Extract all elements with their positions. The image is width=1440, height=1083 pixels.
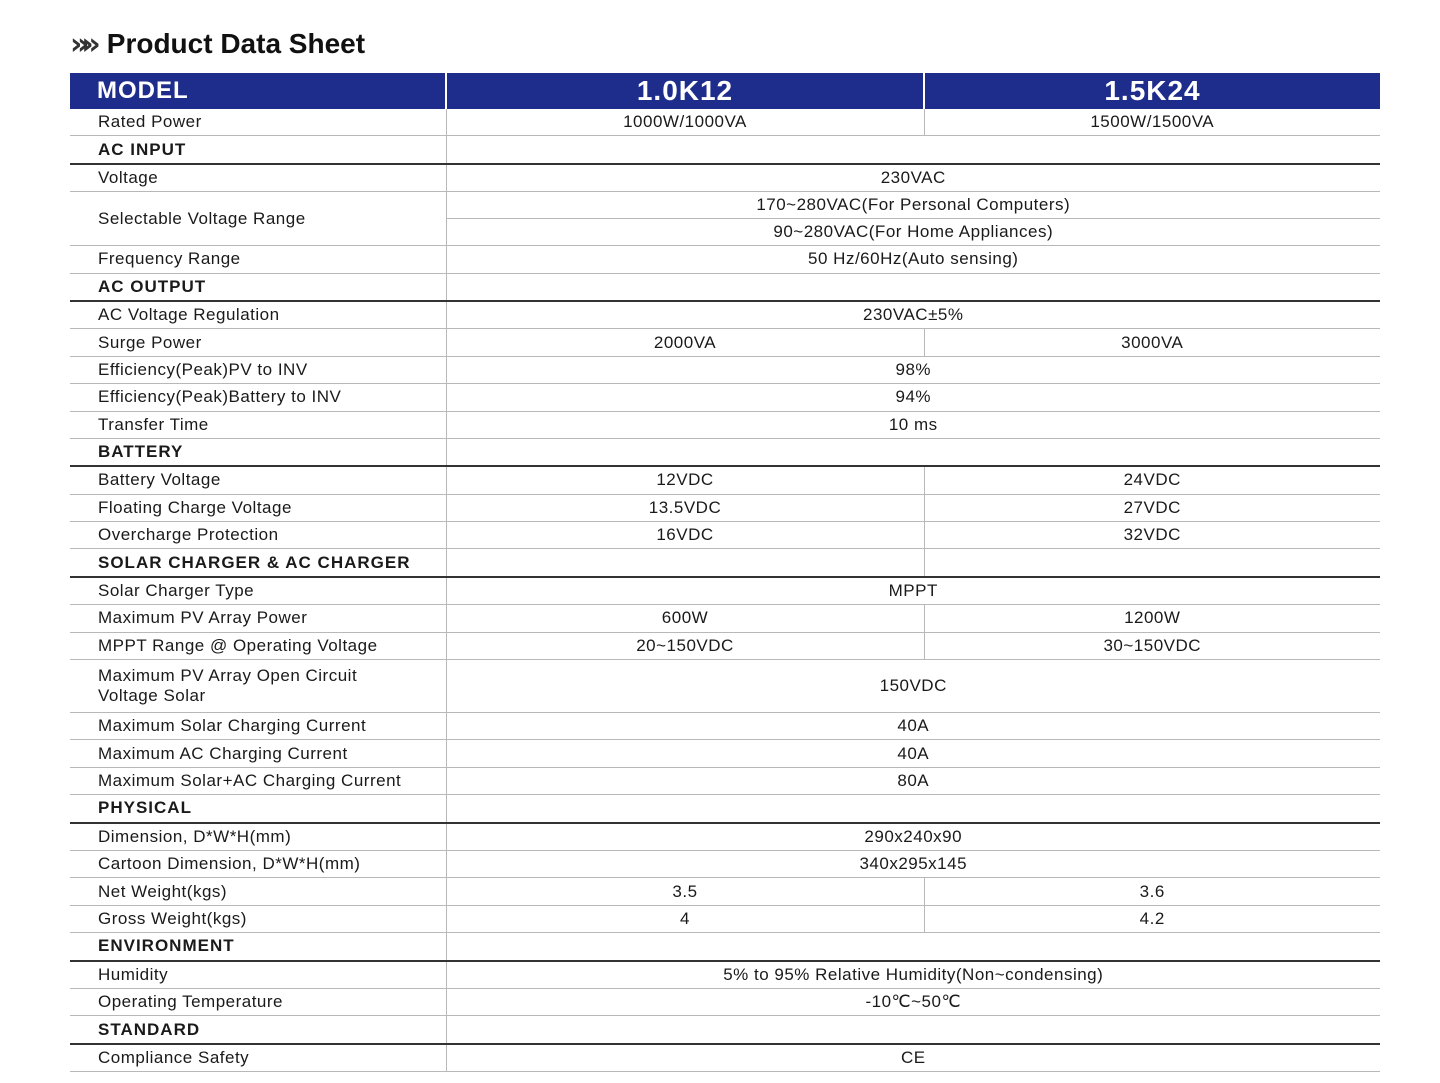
cell-value: 16VDC [446,522,924,549]
table-header-row [70,73,1380,109]
row-label: Transfer Time [70,411,446,438]
row-label: Gross Weight(kgs) [70,905,446,932]
table-row [70,878,1380,905]
cell-value: 40A [446,713,1380,740]
table-row [70,466,1380,494]
table-row [70,605,1380,632]
table-row [70,660,1380,713]
cell-value: 3000VA [924,329,1380,356]
table-row [70,740,1380,767]
cell-value: 3.6 [924,878,1380,905]
table-row [70,713,1380,740]
section-header [70,273,1380,301]
cell-value: 150VDC [446,660,1380,713]
section-title: AC INPUT [70,136,446,164]
cell-value: 94% [446,384,1380,411]
cell-value: 3.5 [446,878,924,905]
section-title: AC OUTPUT [70,273,446,301]
cell-value: 90~280VAC(For Home Appliances) [446,219,1380,246]
cell-value: 27VDC [924,494,1380,521]
table-row [70,329,1380,356]
row-label: Humidity [70,961,446,989]
cell-value: 12VDC [446,466,924,494]
table-row [70,301,1380,329]
row-label: Efficiency(Peak)Battery to INV [70,384,446,411]
row-label: Selectable Voltage Range [70,192,446,246]
model-2: 1.5K24 [924,73,1380,109]
cell-value: 13.5VDC [446,494,924,521]
section-header [70,1016,1380,1044]
table-row [70,522,1380,549]
row-label: AC Voltage Regulation [70,301,446,329]
cell-value: 10 ms [446,411,1380,438]
row-label: Rated Power [70,109,446,136]
cell-value: 80A [446,767,1380,794]
section-title: BATTERY [70,438,446,466]
row-label: Overcharge Protection [70,522,446,549]
row-label-line: Maximum PV Array Open Circuit [98,666,358,686]
section-header [70,549,1380,577]
row-label: Maximum Solar Charging Current [70,713,446,740]
section-title: PHYSICAL [70,795,446,823]
table-row [70,577,1380,605]
row-label: Maximum Solar+AC Charging Current [70,767,446,794]
table-row [70,1044,1380,1072]
row-label: Floating Charge Voltage [70,494,446,521]
model-1: 1.0K12 [446,73,924,109]
cell-value: 32VDC [924,522,1380,549]
row-label [70,660,446,713]
section-title: SOLAR CHARGER & AC CHARGER [70,549,446,577]
page-title [70,24,365,64]
cell-value: 4 [446,905,924,932]
cell-value: 5% to 95% Relative Humidity(Non~condensing) [446,961,1380,989]
table-row [70,356,1380,383]
table-row [70,109,1380,136]
row-label: Solar Charger Type [70,577,446,605]
table-row [70,164,1380,192]
cell-value: 40A [446,740,1380,767]
table-row [70,961,1380,989]
cell-value: 1000W/1000VA [446,109,924,136]
cell-value: 290x240x90 [446,823,1380,851]
cell-value: 600W [446,605,924,632]
table-row [70,988,1380,1015]
cell-value: 230VAC [446,164,1380,192]
row-label: Voltage [70,164,446,192]
cell-value: CE [446,1044,1380,1072]
table-row [70,850,1380,877]
section-title: ENVIRONMENT [70,933,446,961]
product-data-table [70,73,1380,1072]
cell-value: 24VDC [924,466,1380,494]
cell-value: 50 Hz/60Hz(Auto sensing) [446,246,1380,273]
table-row [70,192,1380,219]
cell-value: 1200W [924,605,1380,632]
row-label: Operating Temperature [70,988,446,1015]
model-label: MODEL [70,73,446,109]
double-chevron-right-icon: »» [70,26,93,62]
row-label: Surge Power [70,329,446,356]
section-header [70,933,1380,961]
cell-value: 230VAC±5% [446,301,1380,329]
cell-value: 340x295x145 [446,850,1380,877]
cell-value: 4.2 [924,905,1380,932]
table-row [70,632,1380,659]
cell-value: 98% [446,356,1380,383]
row-label-line: Voltage Solar [98,686,206,706]
row-label: Dimension, D*W*H(mm) [70,823,446,851]
cell-value: 20~150VDC [446,632,924,659]
row-label: Maximum AC Charging Current [70,740,446,767]
cell-value: 30~150VDC [924,632,1380,659]
cell-value: 170~280VAC(For Personal Computers) [446,192,1380,219]
table-row [70,767,1380,794]
table-row [70,494,1380,521]
row-label: Maximum PV Array Power [70,605,446,632]
table-row [70,246,1380,273]
row-label: Net Weight(kgs) [70,878,446,905]
row-label: Battery Voltage [70,466,446,494]
table-row [70,384,1380,411]
table-row [70,411,1380,438]
cell-value: MPPT [446,577,1380,605]
section-header [70,795,1380,823]
cell-value: 2000VA [446,329,924,356]
row-label: Compliance Safety [70,1044,446,1072]
row-label: MPPT Range @ Operating Voltage [70,632,446,659]
cell-value: 1500W/1500VA [924,109,1380,136]
cell-value: -10℃~50℃ [446,988,1380,1015]
section-title: STANDARD [70,1016,446,1044]
row-label: Efficiency(Peak)PV to INV [70,356,446,383]
table-row [70,905,1380,932]
table-row [70,823,1380,851]
row-label: Frequency Range [70,246,446,273]
section-header [70,438,1380,466]
page-title-text: Product Data Sheet [106,28,366,59]
row-label: Cartoon Dimension, D*W*H(mm) [70,850,446,877]
section-header [70,136,1380,164]
